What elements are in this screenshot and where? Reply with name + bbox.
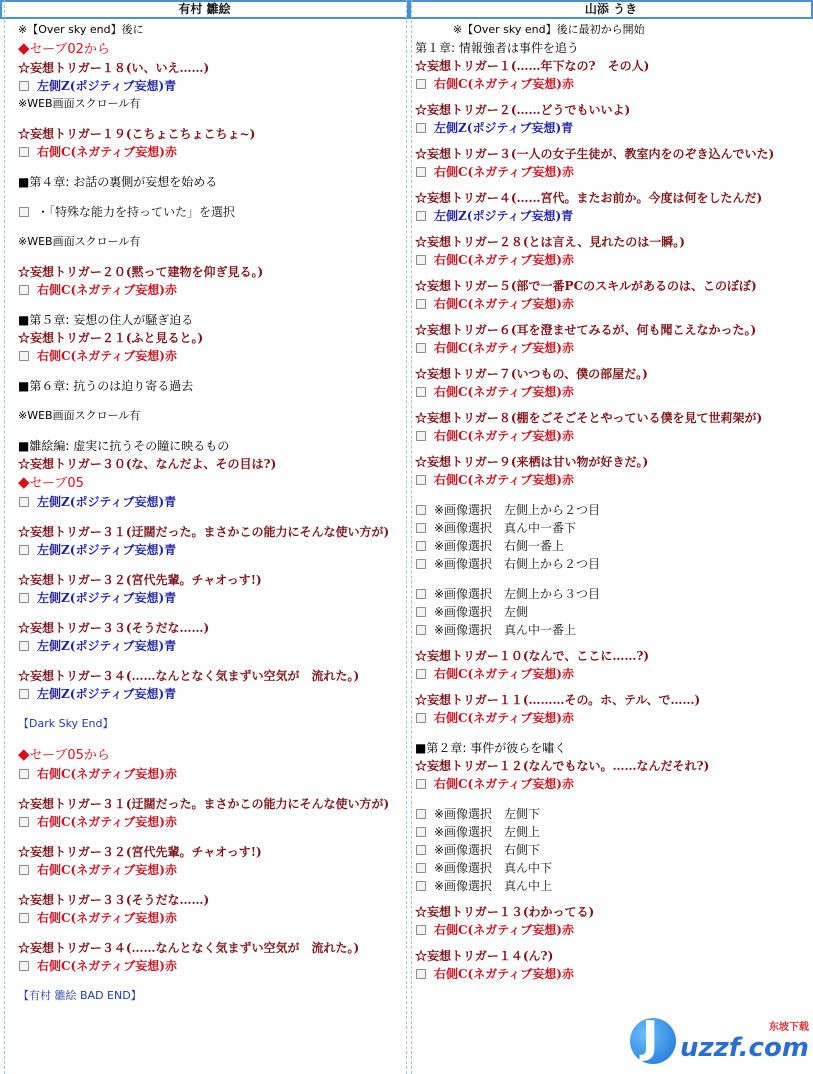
choice-option-row [415, 603, 813, 621]
positive-option-row [18, 541, 409, 559]
option-label: 右側C(ネガティブ妄想)赤 [434, 253, 574, 267]
trigger-heading: ☆妄想トリガー３４(……なんとなく気まずい空気が 流れた。) [18, 941, 360, 955]
trigger-heading: ☆妄想トリガー９(来栖は甘い物が好きだ。) [415, 455, 649, 469]
checkbox[interactable] [416, 809, 426, 819]
checkbox[interactable] [416, 669, 426, 679]
spacer [415, 137, 813, 145]
option-label: 右側C(ネガティブ妄想)赤 [434, 165, 574, 179]
option-label: 右側C(ネガティブ妄想)赤 [37, 283, 177, 297]
checkbox[interactable] [416, 387, 426, 397]
spacer [415, 573, 813, 585]
spacer [18, 975, 409, 987]
right-column-body [409, 19, 813, 983]
option-label: 左側Z(ポジティブ妄想)青 [434, 121, 574, 135]
trigger-heading: ☆妄想トリガー１８(い、いえ……) [18, 61, 210, 75]
spacer [18, 425, 409, 437]
negative-option-row [415, 163, 813, 181]
choice-option-row [415, 537, 813, 555]
checkbox[interactable] [19, 81, 29, 91]
ending-label: 【有村 雛絵 BAD END】 [18, 989, 142, 1002]
spacer [415, 639, 813, 647]
note: ※【Over sky end】後に最初から開始 [453, 23, 645, 36]
checkbox[interactable] [416, 123, 426, 133]
trigger-heading: ☆妄想トリガー３４(……なんとなく気まずい空気が 流れた。) [18, 669, 360, 683]
choice-option-row [415, 555, 813, 573]
watermark-brand: uzzf.com [680, 1033, 809, 1063]
right-header: 山添 うき [409, 0, 813, 19]
option-label: 右側C(ネガティブ妄想)赤 [37, 863, 177, 877]
trigger-heading: ☆妄想トリガー７(いつもの、僕の部屋だ。) [415, 367, 648, 381]
chapter-heading: ■雛絵編: 虚実に抗うその瞳に映るもの [18, 439, 230, 453]
spacer [415, 727, 813, 739]
note: ※WEB画面スクロール有 [18, 97, 141, 110]
spacer [18, 831, 409, 843]
note: ※WEB画面スクロール有 [18, 409, 141, 422]
option-label: 右側C(ネガティブ妄想)赤 [434, 341, 574, 355]
checkbox[interactable] [416, 925, 426, 935]
negative-option-row [18, 143, 409, 161]
negative-option-row [415, 75, 813, 93]
spacer [415, 313, 813, 321]
trigger-heading: ☆妄想トリガー３３(そうだな……) [18, 621, 210, 635]
note: ※WEB画面スクロール有 [18, 235, 141, 248]
trigger-heading: ☆妄想トリガー１９(こちょこちょこちょ~) [18, 127, 256, 141]
option-label: 右側C(ネガティブ妄想)赤 [434, 473, 574, 487]
option-label: 右側C(ネガティブ妄想)赤 [37, 767, 177, 781]
checkbox[interactable] [416, 827, 426, 837]
checkbox[interactable] [19, 817, 29, 827]
spacer [18, 607, 409, 619]
spacer [18, 879, 409, 891]
trigger-heading: ☆妄想トリガー６(耳を澄ませてみるが、何も聞こえなかった。) [415, 323, 757, 337]
checkbox[interactable] [416, 713, 426, 723]
choice-option-row [415, 519, 813, 537]
spacer [415, 225, 813, 233]
negative-option-row [415, 921, 813, 939]
save-point: ◆セーブ05 [18, 473, 84, 491]
checkbox[interactable] [416, 431, 426, 441]
checkbox[interactable] [416, 475, 426, 485]
choice-option-row [415, 841, 813, 859]
negative-option-row [18, 813, 409, 831]
negative-option-row [18, 765, 409, 783]
option-label: ※画像選択 右側上から２つ目 [434, 557, 601, 571]
spacer [18, 559, 409, 571]
checkbox[interactable] [416, 505, 426, 515]
spacer [415, 489, 813, 501]
negative-option-row [415, 295, 813, 313]
trigger-heading: ☆妄想トリガー１３(わかってる) [415, 905, 595, 919]
chapter-heading: ■第６章: 抗うのは迫り寄る過去 [18, 379, 194, 393]
option-label: 右側C(ネガティブ妄想)赤 [434, 777, 574, 791]
checkbox[interactable] [19, 285, 29, 295]
spacer [18, 655, 409, 667]
negative-option-row [415, 775, 813, 793]
trigger-heading: ☆妄想トリガー４(……宮代。またお前か。今度は何をしたんだ) [415, 191, 763, 205]
spacer [415, 895, 813, 903]
option-label: 左側Z(ポジティブ妄想)青 [37, 79, 177, 93]
spacer [18, 511, 409, 523]
spacer [415, 793, 813, 805]
ending-label: 【Dark Sky End】 [18, 717, 114, 730]
option-label: 左側Z(ポジティブ妄想)青 [37, 639, 177, 653]
chapter-heading: ■第５章: 妄想の住人が騒ぎ迫る [18, 313, 194, 327]
option-label: ※画像選択 左側上から３つ目 [434, 587, 601, 601]
checkbox[interactable] [19, 913, 29, 923]
left-header: 有村 雛絵 [0, 0, 409, 19]
trigger-heading: ☆妄想トリガー３(一人の女子生徒が、教室内をのぞき込んでいた) [415, 147, 775, 161]
checkbox[interactable] [416, 79, 426, 89]
negative-option-row [18, 281, 409, 299]
trigger-heading: ☆妄想トリガー５(部で一番PCのスキルがあるのは、このぼぼ) [415, 279, 757, 293]
option-label: 左側Z(ポジティブ妄想)青 [37, 543, 177, 557]
spacer [18, 927, 409, 939]
negative-option-row [415, 709, 813, 727]
spacer [18, 703, 409, 715]
option-label: ・「特殊な能力を持っていた」を選択 [37, 205, 236, 219]
spacer [18, 113, 409, 125]
choice-option-row [415, 805, 813, 823]
option-label: ※画像選択 左側上から２つ目 [434, 503, 601, 517]
checkbox[interactable] [19, 545, 29, 555]
negative-option-row [415, 427, 813, 445]
positive-option-row [18, 493, 409, 511]
option-label: ※画像選択 右側下 [434, 843, 541, 857]
spacer [18, 733, 409, 745]
negative-option-row [415, 471, 813, 489]
checkbox[interactable] [416, 863, 426, 873]
watermark-cn: 东坡下载 [768, 1022, 809, 1033]
option-label: ※画像選択 真ん中一番下 [434, 521, 577, 535]
save-point: ◆セーブ02から [18, 39, 110, 57]
uzzf-logo-icon: J [624, 1016, 684, 1068]
choice-option-row [415, 859, 813, 877]
option-label: 左側Z(ポジティブ妄想)青 [434, 209, 574, 223]
trigger-heading: ☆妄想トリガー３３(そうだな……) [18, 893, 210, 907]
checkbox[interactable] [416, 779, 426, 789]
diamond-icon: ◆ [18, 473, 30, 491]
choice-option-row [415, 823, 813, 841]
negative-option-row [18, 861, 409, 879]
spacer [415, 939, 813, 947]
checkbox[interactable] [416, 589, 426, 599]
option-label: 右側C(ネガティブ妄想)赤 [434, 711, 574, 725]
checkbox[interactable] [416, 881, 426, 891]
option-label: 右側C(ネガティブ妄想)赤 [37, 959, 177, 973]
option-label: 右側C(ネガティブ妄想)赤 [434, 429, 574, 443]
spacer [415, 357, 813, 365]
checkbox[interactable] [19, 641, 29, 651]
checkbox[interactable] [19, 865, 29, 875]
spacer [415, 269, 813, 277]
option-label: 左側Z(ポジティブ妄想)青 [37, 495, 177, 509]
negative-option-row [415, 965, 813, 983]
negative-option-row [415, 251, 813, 269]
spacer [18, 161, 409, 173]
option-label: ※画像選択 真ん中上 [434, 879, 553, 893]
checkbox[interactable] [19, 351, 29, 361]
option-label: 左側Z(ポジティブ妄想)青 [37, 591, 177, 605]
trigger-heading: ☆妄想トリガー１１(………その。ホ、テル、で……) [415, 693, 701, 707]
option-label: ※画像選択 左側 [434, 605, 529, 619]
spacer [18, 299, 409, 311]
trigger-heading: ☆妄想トリガー１(……年下なの? その人) [415, 59, 650, 73]
spacer [415, 401, 813, 409]
option-label: 右側C(ネガティブ妄想)赤 [37, 145, 177, 159]
checkbox[interactable] [416, 969, 426, 979]
option-label: ※画像選択 左側下 [434, 807, 541, 821]
spacer [415, 181, 813, 189]
checkbox[interactable] [416, 625, 426, 635]
spacer [18, 221, 409, 233]
checkbox[interactable] [416, 559, 426, 569]
checkbox[interactable] [19, 497, 29, 507]
option-label: 左側Z(ポジティブ妄想)青 [37, 687, 177, 701]
trigger-heading: ☆妄想トリガー２１(ふと見ると。) [18, 331, 204, 345]
positive-option-row [18, 589, 409, 607]
option-label: 右側C(ネガティブ妄想)赤 [434, 923, 574, 937]
positive-option-row [18, 637, 409, 655]
option-label: 右側C(ネガティブ妄想)赤 [37, 911, 177, 925]
option-label: 右側C(ネガティブ妄想)赤 [434, 385, 574, 399]
choice-option-row [415, 877, 813, 895]
save-point: ◆セーブ05から [18, 745, 110, 763]
checkbox[interactable] [416, 845, 426, 855]
choice-option-row [415, 621, 813, 639]
trigger-heading: ☆妄想トリガー３０(な、なんだよ、その目は?) [18, 457, 277, 471]
negative-option-row [18, 957, 409, 975]
diamond-icon: ◆ [18, 745, 30, 763]
option-label: ※画像選択 真ん中一番上 [434, 623, 577, 637]
positive-option-row [18, 77, 409, 95]
checkbox[interactable] [416, 255, 426, 265]
trigger-heading: ☆妄想トリガー３１(迂闊だった。まさかこの能力にそんな使い方が) [18, 525, 390, 539]
trigger-heading: ☆妄想トリガー８(棚をごそごそとやっている僕を見て世莉架が) [415, 411, 763, 425]
checkbox[interactable] [19, 207, 29, 217]
trigger-heading: ☆妄想トリガー１２(なんでもない。……なんだそれ?) [415, 759, 710, 773]
option-label: 右側C(ネガティブ妄想)赤 [37, 349, 177, 363]
trigger-heading: ☆妄想トリガー３１(迂闊だった。まさかこの能力にそんな使い方が) [18, 797, 390, 811]
spacer [18, 395, 409, 407]
watermark [624, 1014, 809, 1070]
negative-option-row [415, 665, 813, 683]
right-column [409, 0, 813, 1074]
checkbox[interactable] [19, 689, 29, 699]
checkbox[interactable] [416, 541, 426, 551]
spacer [18, 365, 409, 377]
option-label: ※画像選択 左側上 [434, 825, 541, 839]
spacer [415, 445, 813, 453]
negative-option-row [18, 347, 409, 365]
choice-option-row [18, 203, 409, 221]
note: ※【Over sky end】後に [18, 23, 144, 36]
spacer [415, 93, 813, 101]
trigger-heading: ☆妄想トリガー２８(とは言え、見れたのは一瞬。) [415, 235, 685, 249]
option-label: 右側C(ネガティブ妄想)赤 [37, 815, 177, 829]
option-label: ※画像選択 右側一番上 [434, 539, 565, 553]
positive-option-row [415, 207, 813, 225]
option-label: 右側C(ネガティブ妄想)赤 [434, 967, 574, 981]
left-column-body [0, 19, 409, 1005]
checkbox[interactable] [19, 961, 29, 971]
checkbox[interactable] [416, 343, 426, 353]
checkbox[interactable] [416, 607, 426, 617]
trigger-heading: ☆妄想トリガー３２(宮代先輩。チャオっす!) [18, 573, 262, 587]
trigger-heading: ☆妄想トリガー１４(ん?) [415, 949, 554, 963]
spacer [18, 251, 409, 263]
option-label: 右側C(ネガティブ妄想)赤 [434, 297, 574, 311]
positive-option-row [18, 685, 409, 703]
choice-option-row [415, 585, 813, 603]
chapter-heading: ■第４章: お話の裏側が妄想を始める [18, 175, 218, 189]
checkbox[interactable] [19, 593, 29, 603]
spacer [18, 783, 409, 795]
option-label: 右側C(ネガティブ妄想)赤 [434, 77, 574, 91]
trigger-heading: ☆妄想トリガー２(……どうでもいいよ) [415, 103, 631, 117]
checkbox[interactable] [416, 211, 426, 221]
option-label: ※画像選択 真ん中下 [434, 861, 553, 875]
checkbox[interactable] [416, 299, 426, 309]
spacer [415, 683, 813, 691]
checkbox[interactable] [19, 769, 29, 779]
checkbox[interactable] [19, 147, 29, 157]
spacer [18, 191, 409, 203]
trigger-heading: ☆妄想トリガー２０(黙って建物を仰ぎ見る。) [18, 265, 264, 279]
chapter-heading: 第１章: 情報強者は事件を追う [415, 41, 579, 55]
trigger-heading: ☆妄想トリガー３２(宮代先輩。チャオっす!) [18, 845, 262, 859]
diamond-icon: ◆ [18, 39, 30, 57]
negative-option-row [415, 383, 813, 401]
checkbox[interactable] [416, 167, 426, 177]
trigger-heading: ☆妄想トリガー１０(なんで、ここに……?) [415, 649, 650, 663]
option-label: 右側C(ネガティブ妄想)赤 [434, 667, 574, 681]
checkbox[interactable] [416, 523, 426, 533]
chapter-heading: ■第２章: 事件が彼らを嘯く [415, 741, 567, 755]
positive-option-row [415, 119, 813, 137]
choice-option-row [415, 501, 813, 519]
negative-option-row [415, 339, 813, 357]
negative-option-row [18, 909, 409, 927]
